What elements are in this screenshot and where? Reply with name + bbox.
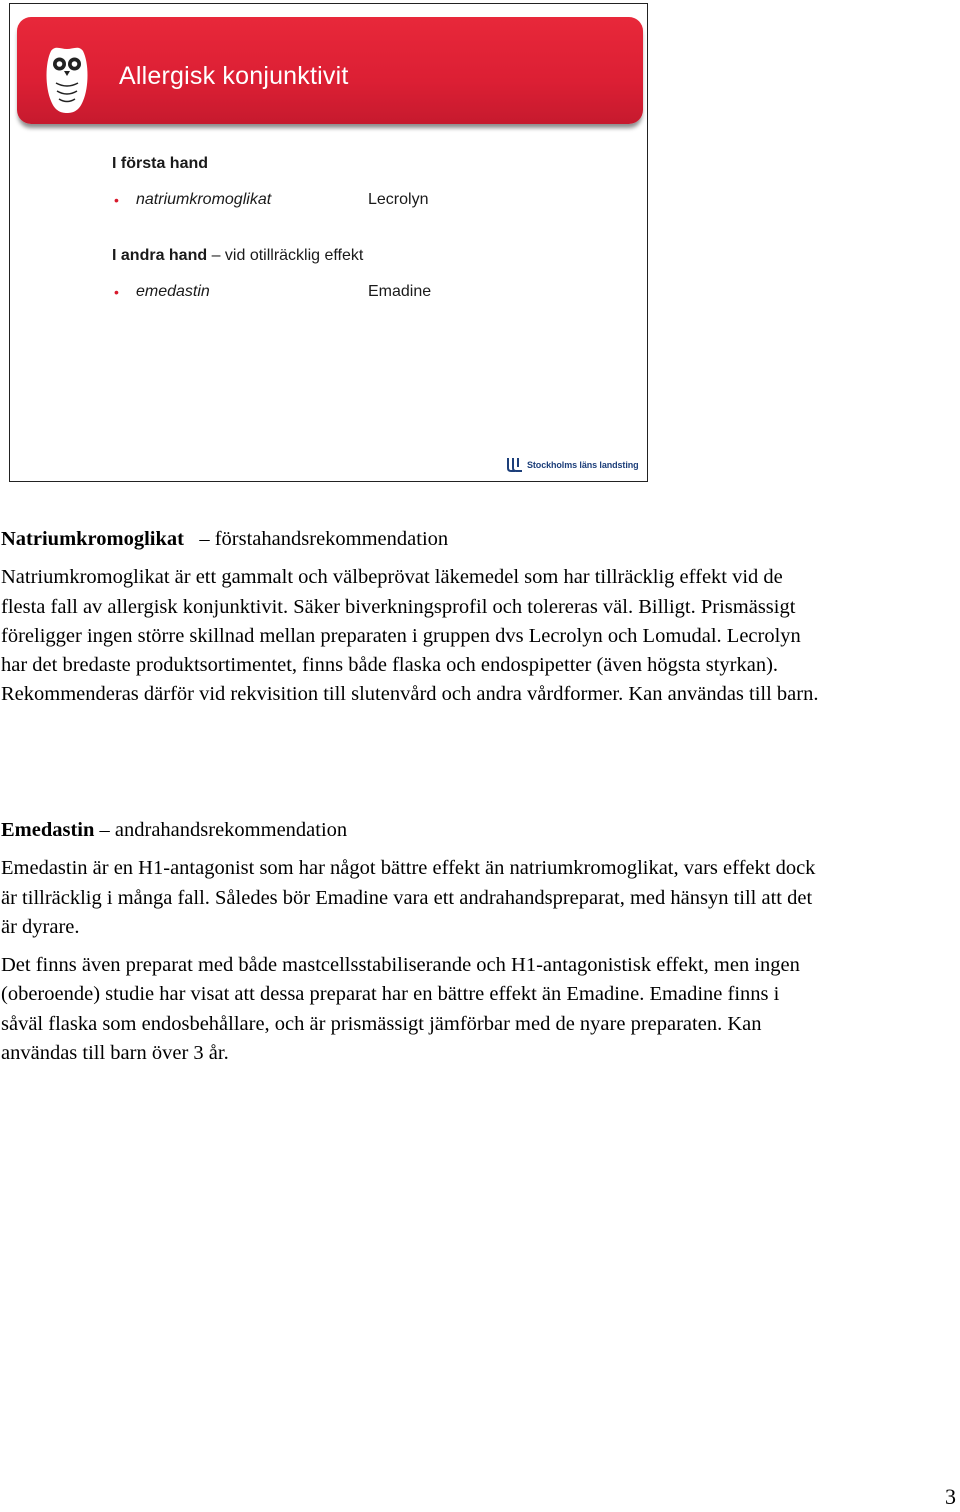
page-number: 3: [945, 1484, 956, 1509]
section-paragraph: Natriumkromoglikat är ett gammalt och välbeprövat läkemedel som har tillräcklig effekt vid de flesta fall av allergisk konjunktivit. Säker biverkningsprofil och tolereras väl. Billigt. Prismässigt föreligger ingen större skillnad mellan preparaten i gruppen dvs Lecrolyn och Lomudal. Lecrolyn har det bredaste produktsortimentet, finns både flaska och endospipetter (även högsta styrkan). Rekommenderas därför vid rekvisition till slutenvård och andra vårdformer. Kan användas till barn.: [1, 566, 819, 706]
sll-logo: [506, 456, 639, 474]
list-item: • emedastin Emadine: [114, 283, 432, 300]
slide-title: Allergisk konjunktivit: [119, 62, 349, 90]
section-heading: Natriumkromoglikat – förstahandsrekommendation: [1, 528, 449, 550]
slide-thumbnail: [9, 3, 648, 482]
sll-logo-text: Stockholms läns landsting: [527, 460, 639, 470]
section-emedastin: [1, 816, 821, 1068]
list-item: • natriumkromoglikat Lecrolyn: [114, 191, 429, 208]
section-heading: Emedastin – andrahandsrekommendation: [1, 819, 348, 841]
section-natriumkromoglikat: [1, 525, 821, 710]
bullet-icon: •: [114, 284, 119, 300]
second-line-heading: I andra hand – vid otillräcklig effekt: [112, 247, 364, 264]
sll-logo-icon: [506, 457, 524, 473]
first-line-heading: I första hand: [112, 155, 209, 172]
slide-title-banner: [17, 17, 643, 124]
owl-logo-icon: [45, 43, 89, 115]
section-paragraph: Det finns även preparat med både mastcellsstabiliserande och H1-antagonistisk effekt, men ingen (oberoende) studie har visat att dessa preparat har en bättre effekt än Emadine. Emadine finns i såväl flaska som endosbehållare, och är prismässigt jämförbar med de nyare preparaten. Kan användas till barn över 3 år.: [1, 954, 800, 1065]
bullet-icon: •: [114, 192, 119, 208]
section-paragraph: Emedastin är en H1-antagonist som har något bättre effekt än natriumkromoglikat, vars effekt dock är tillräcklig i många fall. Således bör Emadine vara ett andrahandspreparat, med hänsyn till att det är dyrare.: [1, 857, 816, 938]
